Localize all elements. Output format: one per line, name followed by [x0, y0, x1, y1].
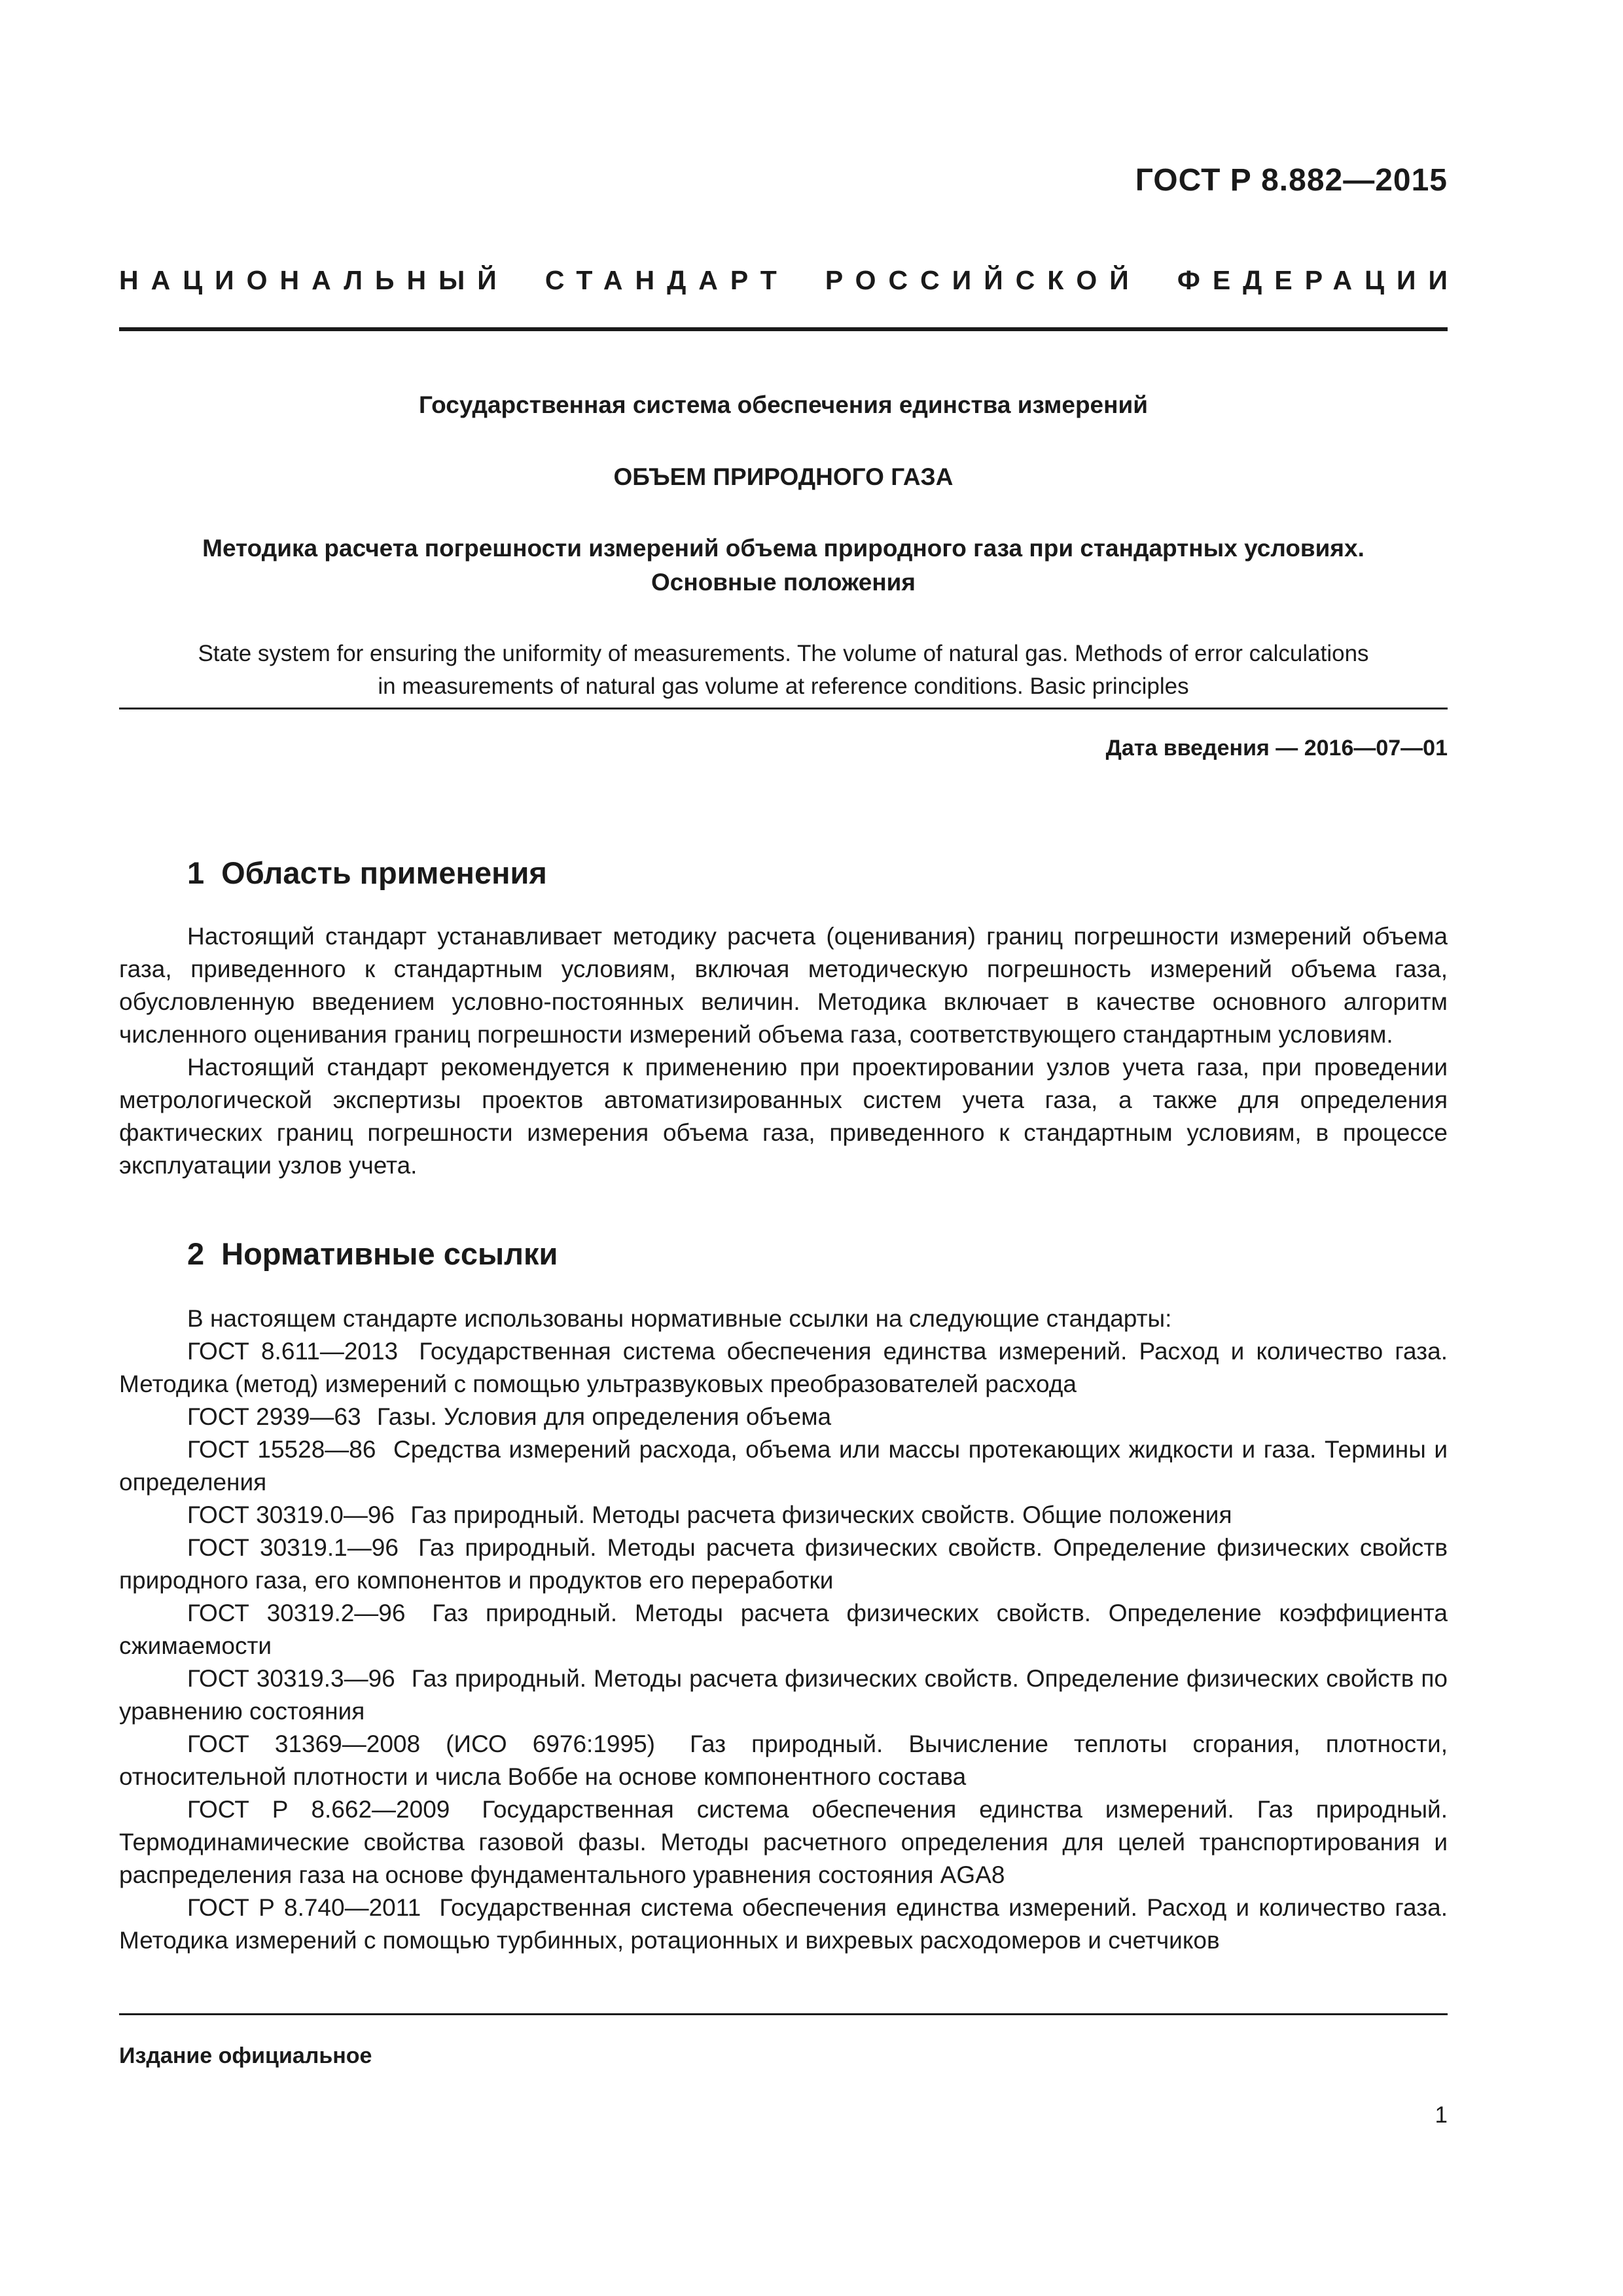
reference-item [119, 1597, 1448, 1662]
reference-item [119, 1532, 1448, 1597]
section-title: Область применения [221, 855, 547, 890]
reference-code: ГОСТ 30319.2—96 [187, 1600, 406, 1626]
reference-item [119, 1892, 1448, 1957]
reference-text: Государственная система обеспечения единства измерений. Газ природный. Термодинамические свойства газовой фазы. Методы расчетного определения для целей транспортирования и распределения газа на основе фундаментального уравнения состояния AGA8 [119, 1796, 1448, 1888]
english-title-line: State system for ensuring the uniformity of measurements. The volume of natural gas. Methods of error calculations [198, 641, 1369, 666]
reference-item [119, 1401, 1448, 1433]
reference-text: Газ природный. Методы расчета физических свойств. Определение физических свойств природного газа, его компонентов и продуктов его переработки [119, 1534, 1448, 1594]
subtitle [119, 531, 1448, 600]
reference-code: ГОСТ 2939—63 [187, 1403, 361, 1430]
english-title [119, 637, 1448, 703]
reference-text: Газ природный. Вычисление теплоты сгорания, плотности, относительной плотности и числа Воббе на основе компонентного состава [119, 1731, 1448, 1790]
header-divider [119, 327, 1448, 331]
reference-text: Государственная система обеспечения единства измерений. Расход и количество газа. Методика измерений с помощью турбинных, ротационных и вихревых расходомеров и счетчиков [119, 1894, 1448, 1954]
reference-code: ГОСТ Р 8.662—2009 [187, 1796, 450, 1823]
section-2-heading [187, 1236, 558, 1272]
national-title-word: ФЕДЕРАЦИИ [1177, 265, 1460, 295]
introduction-date: Дата введения — 2016—07—01 [1105, 736, 1448, 761]
national-title-word: НАЦИОНАЛЬНЫЙ [119, 265, 509, 295]
reference-code: ГОСТ 31369—2008 (ИСО 6976:1995) [187, 1731, 655, 1757]
references-intro: В настоящем стандарте использованы нормативные ссылки на следующие стандарты: [187, 1305, 1172, 1332]
subtitle-line: Основные положения [651, 569, 916, 596]
national-standard-title [119, 265, 1460, 296]
system-title: Государственная система обеспечения единства измерений [419, 391, 1148, 418]
section-1-heading [187, 855, 547, 891]
reference-code: ГОСТ 15528—86 [187, 1436, 376, 1463]
reference-code: ГОСТ 8.611—2013 [187, 1338, 399, 1365]
reference-text: Газ природный. Методы расчета физических свойств. Определение коэффициента сжимаемости [119, 1600, 1448, 1659]
national-title-word: РОССИЙСКОЙ [825, 265, 1141, 295]
footer-divider [119, 2013, 1448, 2015]
reference-item [119, 1662, 1448, 1728]
reference-code: ГОСТ Р 8.740—2011 [187, 1894, 421, 1921]
english-title-line: in measurements of natural gas volume at reference conditions. Basic principles [378, 673, 1189, 699]
reference-item [119, 1335, 1448, 1401]
reference-text: Газ природный. Методы расчета физических свойств. Общие положения [410, 1501, 1232, 1528]
section-1-body [119, 920, 1448, 1182]
reference-item [119, 1433, 1448, 1499]
section-2-body [119, 1302, 1448, 1957]
reference-code: ГОСТ 30319.1—96 [187, 1534, 399, 1561]
document-number: ГОСТ Р 8.882—2015 [1135, 163, 1448, 198]
paragraph: Настоящий стандарт устанавливает методику расчета (оценивания) границ погрешности измерений объема газа, приведенного к стандартным условиям, включая методическую погрешность измерений объема газа, обусловленную введением условно-постоянных величин. Методика включает в качестве основного алгоритм численного оценивания границ погрешности измерений объема газа, соответствующего стандартным условиям. [119, 923, 1448, 1048]
page-number: 1 [1435, 2102, 1448, 2128]
reference-text: Средства измерений расхода, объема или массы протекающих жидкости и газа. Термины и определения [119, 1436, 1448, 1496]
edition-note: Издание официальное [119, 2043, 372, 2068]
section-title: Нормативные ссылки [221, 1236, 558, 1271]
reference-text: Газ природный. Методы расчета физических свойств. Определение физических свойств по уравнению состояния [119, 1665, 1448, 1725]
subtitle-line: Методика расчета погрешности измерений объема природного газа при стандартных условиях. [202, 535, 1364, 562]
main-title: ОБЪЕМ ПРИРОДНОГО ГАЗА [613, 463, 954, 490]
reference-code: ГОСТ 30319.3—96 [187, 1665, 395, 1692]
section-number: 1 [187, 855, 205, 890]
paragraph: Настоящий стандарт рекомендуется к применению при проектировании узлов учета газа, при проведении метрологической экспертизы проектов автоматизированных систем учета газа, а также для определения фактических границ погрешности измерения объема газа, приведенного к стандартным условиям, в процессе эксплуатации узлов учета. [119, 1054, 1448, 1179]
title-divider [119, 708, 1448, 709]
reference-text: Газы. Условия для определения объема [376, 1403, 832, 1430]
reference-item [119, 1499, 1448, 1532]
national-title-word: СТАНДАРТ [544, 265, 789, 295]
reference-item [119, 1728, 1448, 1793]
section-number: 2 [187, 1236, 205, 1271]
reference-text: Государственная система обеспечения единства измерений. Расход и количество газа. Методика (метод) измерений с помощью ультразвуковых преобразователей расхода [119, 1338, 1448, 1397]
reference-code: ГОСТ 30319.0—96 [187, 1501, 395, 1528]
reference-item [119, 1793, 1448, 1892]
